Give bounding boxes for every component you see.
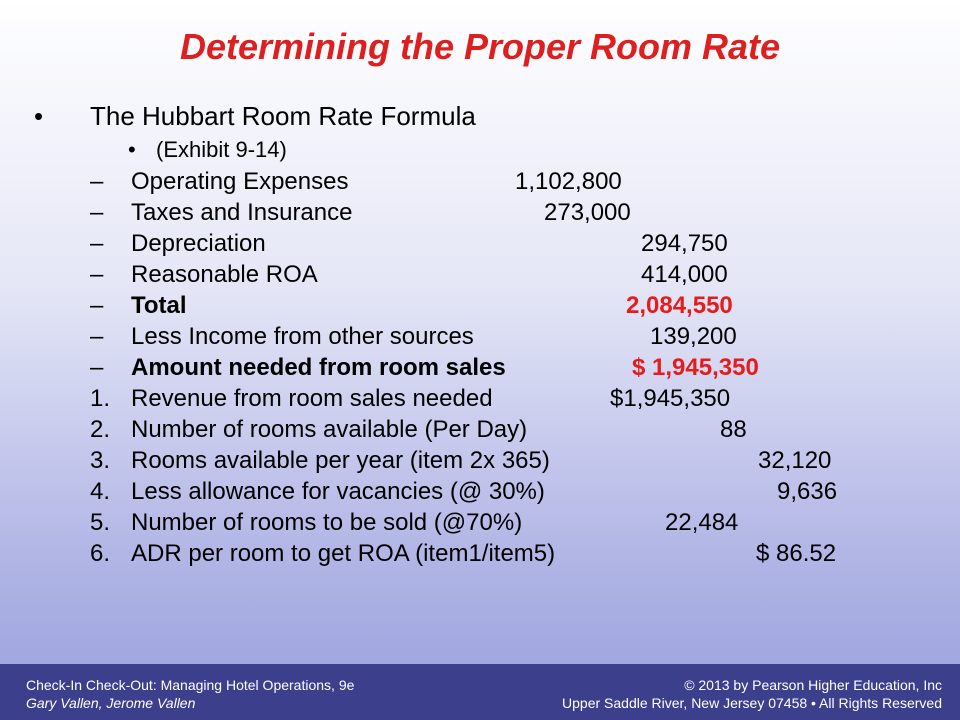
expense-value-total: 2,084,550 <box>626 292 733 319</box>
expense-value-room-sales: $ 1,945,350 <box>632 354 759 381</box>
footer-address: Upper Saddle River, New Jersey 07458 • All Rights Reserved <box>562 695 942 711</box>
expense-label-taxes: Taxes and Insurance <box>131 199 353 226</box>
footer-copyright: © 2013 by Pearson Higher Education, Inc <box>684 677 942 693</box>
expense-marker-depreciation: – <box>90 230 104 257</box>
expense-value-operating: 1,102,800 <box>515 168 622 195</box>
item-value-6: $ 86.52 <box>756 540 837 567</box>
item-label-6: ADR per room to get ROA (item1/item5) <box>131 540 556 567</box>
item-label-1: Revenue from room sales needed <box>131 385 493 412</box>
item-number-1: 1. <box>90 385 111 412</box>
item-value-5: 22,484 <box>665 509 739 536</box>
item-value-4: 9,636 <box>777 478 838 505</box>
main-bullet-text: The Hubbart Room Rate Formula <box>90 101 476 131</box>
expense-marker-operating: – <box>90 168 104 195</box>
item-label-2: Number of rooms available (Per Day) <box>131 416 528 443</box>
expense-value-roa: 414,000 <box>641 261 728 288</box>
footer-book-title: Check-In Check-Out: Managing Hotel Operations, 9e <box>26 677 355 693</box>
expense-label-total: Total <box>131 292 187 319</box>
sub-bullet-marker: • <box>128 137 136 162</box>
item-value-2: 88 <box>720 416 747 443</box>
expense-label-depreciation: Depreciation <box>131 230 266 257</box>
expense-value-taxes: 273,000 <box>544 199 631 226</box>
expense-label-other-income: Less Income from other sources <box>131 323 474 350</box>
expense-marker-other-income: – <box>90 323 104 350</box>
expense-marker-roa: – <box>90 261 104 288</box>
item-label-5: Number of rooms to be sold (@70%) <box>131 509 523 536</box>
footer-authors: Gary Vallen, Jerome Vallen <box>26 695 196 711</box>
sub-bullet-text: (Exhibit 9-14) <box>156 137 287 162</box>
expense-label-operating: Operating Expenses <box>131 168 349 195</box>
footer-bar <box>0 664 960 720</box>
expense-value-depreciation: 294,750 <box>641 230 728 257</box>
expense-marker-taxes: – <box>90 199 104 226</box>
expense-label-roa: Reasonable ROA <box>131 261 318 288</box>
expense-value-other-income: 139,200 <box>650 323 737 350</box>
item-label-4: Less allowance for vacancies (@ 30%) <box>131 478 545 505</box>
item-label-3: Rooms available per year (item 2x 365) <box>131 447 550 474</box>
item-value-3: 32,120 <box>758 447 832 474</box>
item-number-4: 4. <box>90 478 111 505</box>
expense-marker-room-sales: – <box>90 354 104 381</box>
slide-title: Determining the Proper Room Rate <box>179 26 781 67</box>
item-number-5: 5. <box>90 509 111 536</box>
expense-marker-total: – <box>90 292 104 319</box>
item-number-3: 3. <box>90 447 111 474</box>
expense-label-room-sales: Amount needed from room sales <box>131 354 506 381</box>
item-value-1: $1,945,350 <box>610 385 731 412</box>
item-number-2: 2. <box>90 416 111 443</box>
main-bullet-marker: • <box>34 101 44 131</box>
item-number-6: 6. <box>90 540 111 567</box>
